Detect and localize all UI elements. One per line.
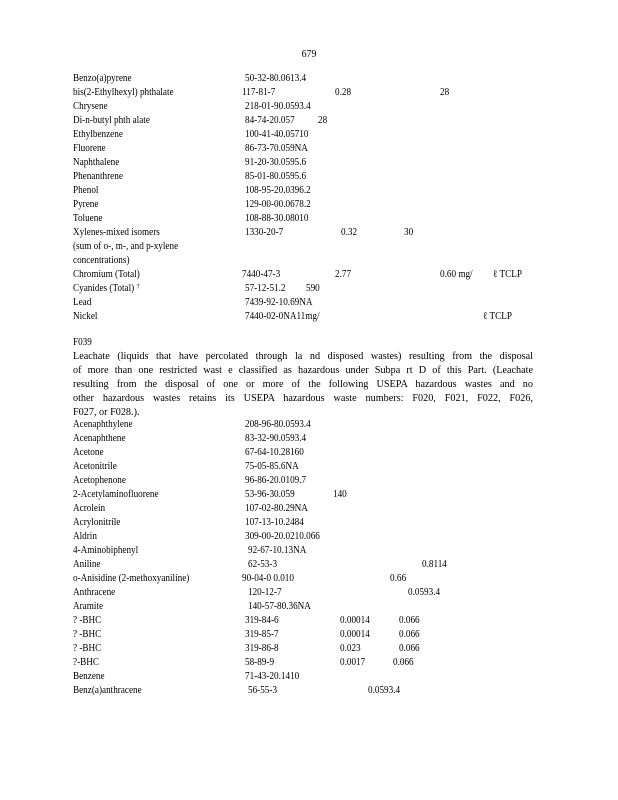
table-row [0, 310, 618, 324]
wastewater-value: 0.0017 [340, 657, 366, 668]
cas-number: 85-01-80.0595.6 [245, 171, 307, 182]
cas-number: 108-88-30.08010 [245, 213, 309, 224]
table-row [0, 282, 618, 296]
table-row [0, 156, 618, 170]
cas-number: 1330-20-7 [245, 227, 284, 238]
table-row [0, 572, 618, 586]
table-row [0, 432, 618, 446]
constituent-name: Benzo(a)pyrene [73, 73, 132, 84]
constituent-name: Naphthalene [73, 157, 120, 168]
nonwastewater-value: 0.066 [393, 657, 414, 668]
constituent-name-continued: (sum of o-, m-, and p-xylene [73, 241, 179, 252]
cas-number: 92-67-10.13NA [248, 545, 307, 556]
constituent-name: ? -BHC [73, 629, 102, 640]
cas-number: 319-85-7 [245, 629, 279, 640]
table-row [0, 670, 618, 684]
nonwastewater-value: 0.60 mg/ [440, 269, 473, 280]
description-line: resulting from the disposal of one or more of the following USEPA hazardous wastes and no [73, 379, 533, 390]
cas-number: 129-00-00.0678.2 [245, 199, 311, 210]
constituent-name: Anthracene [73, 587, 116, 598]
cas-number: 319-86-8 [245, 643, 279, 654]
constituent-name: Pyrene [73, 199, 99, 210]
table-row [0, 100, 618, 114]
constituent-name: 4-Aminobiphenyl [73, 545, 139, 556]
constituent-name: Acrylonitrile [73, 517, 121, 528]
table-row [0, 114, 618, 128]
nonwastewater-value: 30 [404, 227, 414, 238]
cas-number: 75-05-85.6NA [245, 461, 299, 472]
description-line: other hazardous wastes retains its USEPA hazardous waste numbers: F020, F021, F022, F026, [73, 393, 533, 404]
wastewater-value: 2.77 [335, 269, 352, 280]
constituent-name: Acetonitrile [73, 461, 117, 472]
constituent-name: ? -BHC [73, 615, 102, 626]
wastewater-value: 0.32 [341, 227, 358, 238]
values: 0.0593.4 [408, 587, 441, 598]
constituent-name: Acenaphthene [73, 433, 126, 444]
table-row [0, 86, 618, 100]
unit-tclp: ℓ TCLP [493, 269, 522, 280]
cas-number: 7439-92-10.69NA [245, 297, 313, 308]
constituent-name: Ethylbenzene [73, 129, 123, 140]
cas-number: 86-73-70.059NA [245, 143, 308, 154]
cas-number: 90-04-0 0.010 [242, 573, 294, 584]
cas-number: 62-53-3 [248, 559, 278, 570]
cas-number: 67-64-10.28160 [245, 447, 304, 458]
nonwastewater-value: 28 [318, 115, 328, 126]
table-row [0, 184, 618, 198]
table-row [0, 502, 618, 516]
constituent-name: Toluene [73, 213, 103, 224]
constituent-name: Benzene [73, 671, 105, 682]
cas-number: 120-12-7 [248, 587, 282, 598]
table-row [0, 488, 618, 502]
constituent-name: Di-n-butyl phth alate [73, 115, 150, 126]
table-row [0, 656, 618, 670]
constituent-name: Aniline [73, 559, 101, 570]
table-row [0, 254, 618, 268]
table-row [0, 226, 618, 240]
table-row [0, 600, 618, 614]
cas-number: 56-55-3 [248, 685, 278, 696]
nonwastewater-value: 0.66 [390, 573, 407, 584]
cas-number: 96-86-20.0109.7 [245, 475, 307, 486]
table-row [0, 268, 618, 282]
table-row [0, 544, 618, 558]
table-row [0, 642, 618, 656]
constituent-name: Nickel [73, 311, 98, 322]
constituent-name: 2-Acetylaminofluorene [73, 489, 159, 500]
constituent-name: Chrysene [73, 101, 108, 112]
table-row [0, 586, 618, 600]
wastewater-value: 0.00014 [340, 629, 370, 640]
table-row [0, 198, 618, 212]
cas-number: 140-57-80.36NA [248, 601, 311, 612]
cas-number: 309-00-20.0210.066 [245, 531, 320, 542]
description-line: F027, or F028.). [73, 407, 140, 418]
waste-description [73, 350, 533, 420]
constituent-name: Acetophenone [73, 475, 126, 486]
nonwastewater-value: 0.066 [399, 629, 420, 640]
constituent-name: Phenol [73, 185, 99, 196]
table-row [0, 614, 618, 628]
nonwastewater-value: 0.066 [399, 615, 420, 626]
constituent-name: Xylenes-mixed isomers [73, 227, 160, 238]
cas-number: 7440-47-3 [242, 269, 281, 280]
constituent-name: Aramite [73, 601, 104, 612]
wastewater-value: 0.023 [340, 643, 361, 654]
table-row [0, 72, 618, 86]
cas-number: 71-43-20.1410 [245, 671, 300, 682]
table-row [0, 530, 618, 544]
cas-number: 57-12-51.2 [245, 283, 286, 294]
values: 0.0593.4 [368, 685, 401, 696]
constituent-name-continued: concentrations) [73, 255, 130, 266]
description-line: Leachate (liquids that have percolated through la nd disposed wastes) resulting from the disposal [73, 351, 533, 362]
table-row [0, 212, 618, 226]
wastewater-value: 0.00014 [340, 615, 370, 626]
table-row [0, 418, 618, 432]
cas-number: 107-02-80.29NA [245, 503, 308, 514]
table-row [0, 558, 618, 572]
constituent-name: Benz(a)anthracene [73, 685, 142, 696]
cas-number: 319-84-6 [245, 615, 279, 626]
cas-number: 208-96-80.0593.4 [245, 419, 311, 430]
cas-number: 108-95-20.0396.2 [245, 185, 311, 196]
table-row [0, 516, 618, 530]
cas-number: 107-13-10.2484 [245, 517, 304, 528]
constituent-name: Acetone [73, 447, 104, 458]
description-line: of more than one restricted wast e classified as hazardous under Subpa rt D of this Part. (Leachate [73, 365, 533, 376]
constituent-name: Fluorene [73, 143, 106, 154]
page-number: 679 [301, 48, 317, 60]
table-row [0, 446, 618, 460]
cas-number: 58-89-9 [245, 657, 275, 668]
table-row [0, 240, 618, 254]
constituent-name: Lead [73, 297, 92, 308]
unit-tclp: ℓ TCLP [483, 311, 512, 322]
cas-number: 100-41-40.05710 [245, 129, 309, 140]
constituent-name: Phenanthrene [73, 171, 123, 182]
values: 0.8114 [422, 559, 447, 570]
nonwastewater-value: 0.066 [399, 643, 420, 654]
nonwastewater-value: 140 [333, 489, 347, 500]
cas-number: 218-01-90.0593.4 [245, 101, 311, 112]
table-row [0, 474, 618, 488]
table-row [0, 296, 618, 310]
nonwastewater-value: 590 [306, 283, 320, 294]
constituent-name: Acenaphthylene [73, 419, 133, 430]
cas-number: 84-74-20.057 [245, 115, 295, 126]
constituent-name: Acrolein [73, 503, 106, 514]
table-row [0, 628, 618, 642]
table-row [0, 142, 618, 156]
cas-number: 91-20-30.0595.6 [245, 157, 307, 168]
constituent-name: ?-BHC [73, 657, 99, 668]
table-row [0, 128, 618, 142]
cas-number: 7440-02-0NA11mg/ [245, 311, 320, 322]
constituent-name: bis(2-Ethylhexyl) phthalate [73, 87, 174, 98]
wastewater-value: 0.28 [335, 87, 352, 98]
constituent-name: Chromium (Total) [73, 269, 140, 280]
cas-number: 117-81-7 [242, 87, 276, 98]
constituent-name: Cyanides (Total) ⁷ [73, 283, 140, 294]
constituent-name: Aldrin [73, 531, 97, 542]
constituent-name: o-Anisidine (2-methoxyaniline) [73, 573, 190, 584]
waste-code-heading: F039 [73, 337, 92, 348]
constituent-name: ? -BHC [73, 643, 102, 654]
table-row [0, 684, 618, 698]
cas-number: 53-96-30.059 [245, 489, 295, 500]
cas-number: 83-32-90.0593.4 [245, 433, 307, 444]
cas-number: 50-32-80.0613.4 [245, 73, 307, 84]
table-row [0, 170, 618, 184]
table-row [0, 460, 618, 474]
nonwastewater-value: 28 [440, 87, 450, 98]
